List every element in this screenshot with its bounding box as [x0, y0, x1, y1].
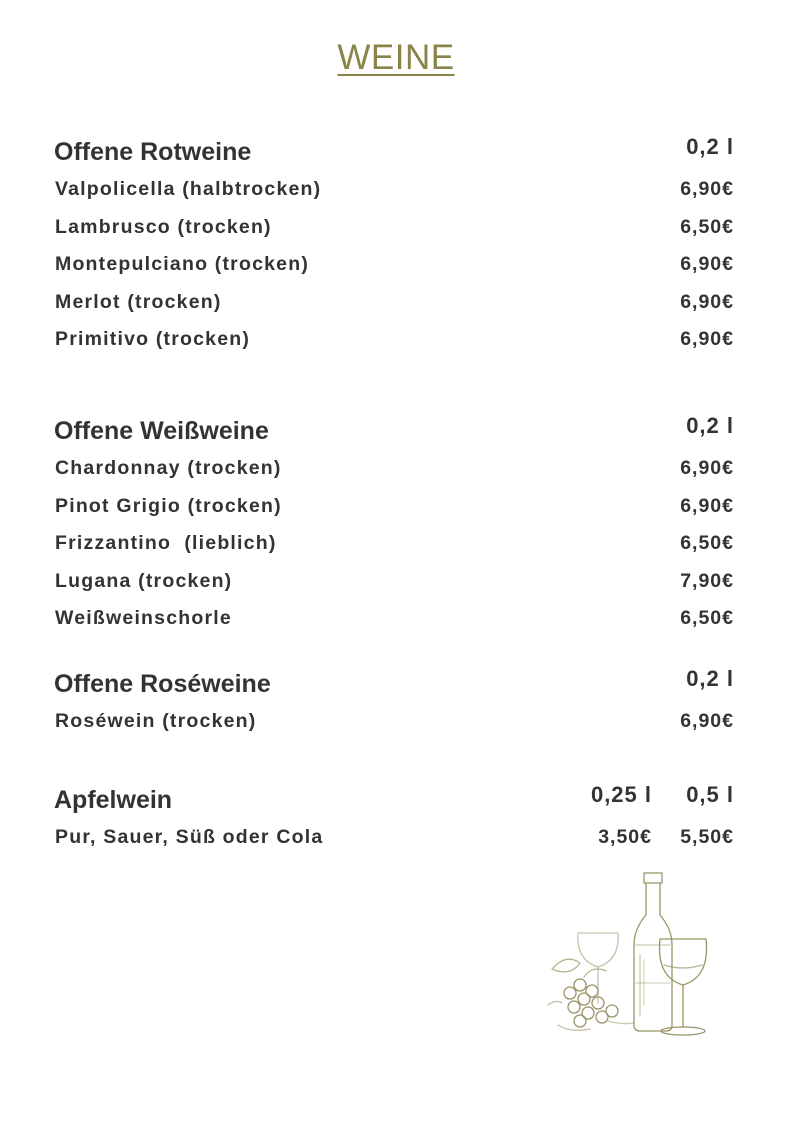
item-price: 6,90€ — [680, 710, 734, 732]
section-size: 0,2 l — [686, 413, 734, 438]
section-size-small: 0,25 l — [590, 782, 652, 807]
item-name: Lambrusco (trocken) — [55, 215, 272, 238]
menu-item — [54, 495, 734, 533]
section-red-wines — [54, 134, 734, 366]
menu-item — [54, 291, 734, 329]
menu-item — [54, 532, 734, 570]
item-name: Primitivo (trocken) — [55, 328, 251, 350]
section-title: Offene Weißweine — [54, 417, 269, 445]
section-header — [54, 413, 734, 457]
item-price-large: 5,50€ — [680, 826, 734, 848]
section-size: 0,2 l — [686, 134, 734, 159]
item-price: 6,50€ — [680, 607, 734, 629]
menu-item — [54, 457, 734, 495]
section-title: Offene Rotweine — [54, 138, 252, 166]
section-apple-wine — [54, 782, 734, 864]
item-name: Roséwein (trocken) — [55, 710, 257, 732]
section-title: Offene Roséweine — [54, 670, 271, 698]
menu-item — [54, 328, 734, 366]
item-name: Lugana (trocken) — [55, 569, 233, 592]
section-rose-wines — [54, 666, 734, 748]
section-size: 0,2 l — [686, 666, 734, 691]
item-price: 6,90€ — [680, 290, 734, 313]
menu-item — [54, 253, 734, 291]
wine-bottle-glass-grapes-icon — [540, 865, 720, 1050]
menu-item — [54, 216, 734, 254]
item-name: Frizzantino (lieblich) — [55, 532, 277, 554]
section-header — [54, 666, 734, 710]
item-price: 6,90€ — [680, 494, 734, 517]
section-size-large: 0,5 l — [686, 782, 734, 807]
item-price: 6,90€ — [680, 457, 734, 479]
menu-item — [54, 178, 734, 216]
item-name: Merlot (trocken) — [55, 290, 222, 313]
menu-item — [54, 710, 734, 748]
menu-item — [54, 826, 734, 864]
item-price: 6,90€ — [680, 178, 734, 200]
item-price-small: 3,50€ — [598, 826, 652, 848]
item-name: Montepulciano (trocken) — [55, 253, 310, 275]
menu-item — [54, 607, 734, 645]
item-price: 6,50€ — [680, 532, 734, 554]
item-price: 6,50€ — [680, 215, 734, 238]
item-name: Chardonnay (trocken) — [55, 457, 282, 479]
item-price: 6,90€ — [680, 253, 734, 275]
item-price: 7,90€ — [680, 569, 734, 592]
page-title: WEINE — [337, 38, 455, 77]
item-name: Pinot Grigio (trocken) — [55, 494, 282, 517]
section-title: Apfelwein — [54, 786, 173, 814]
section-header — [54, 134, 734, 178]
item-name: Pur, Sauer, Süß oder Cola — [55, 826, 324, 848]
section-white-wines — [54, 413, 734, 645]
item-name: Valpolicella (halbtrocken) — [55, 178, 322, 200]
menu-item — [54, 570, 734, 608]
item-name: Weißweinschorle — [55, 607, 232, 629]
section-header — [54, 782, 734, 826]
item-price: 6,90€ — [680, 328, 734, 350]
